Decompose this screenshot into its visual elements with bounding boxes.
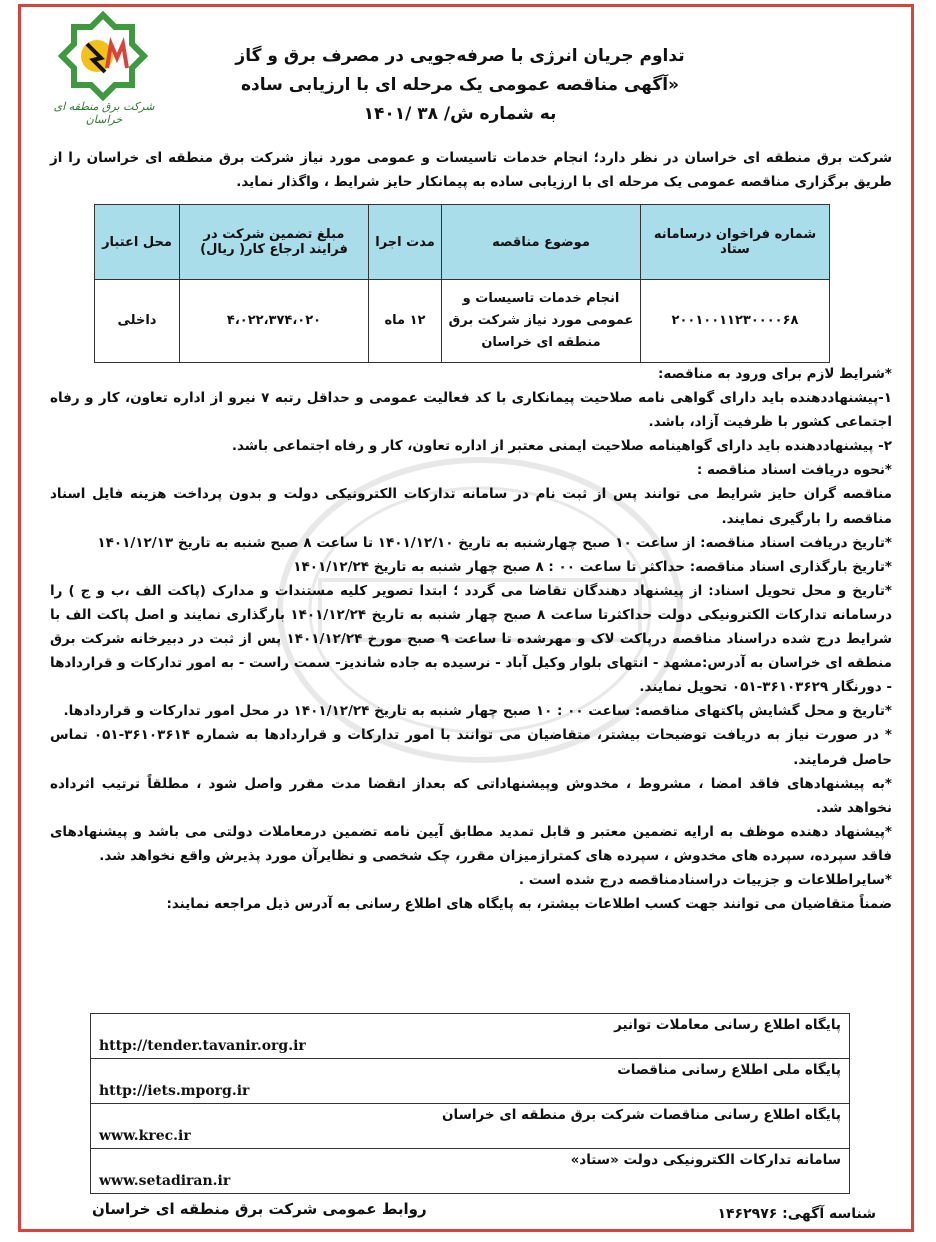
header-slogan: تداوم جریان انرژی با صرفه‌جویی در مصرف برق و گاز — [235, 46, 685, 66]
condition-1: ۱-پیشنهاددهنده باید دارای گواهی نامه صلاحیت پیمانکاری با کد فعالیت عمومی و حداقل رتبه ۷ نیرو از اداره تعاون، کار و رفاه اجتماعی کشور با ظرفیت آزاد، باشد. — [50, 390, 892, 431]
cell-duration: ۱۲ ماه — [369, 280, 442, 363]
header-call-number: شماره فراخوان درسامانه ستاد — [641, 205, 830, 280]
link-title: سامانه تدارکات الکترونیکی دولت «ستاد» — [570, 1152, 841, 1168]
other-info: *سایراطلاعات و جزییات دراسنادمناقصه درج شده است . — [518, 871, 892, 888]
links-table — [90, 1013, 850, 1194]
cell-subject: انجام خدمات تاسیسات و عمومی مورد نیاز شرکت برق منطقه ای خراسان — [442, 280, 641, 363]
conditions-body — [50, 362, 892, 916]
ad-header — [180, 42, 740, 129]
logo-caption: شرکت برق منطقه ای خراسان — [53, 100, 155, 126]
link-url[interactable]: http://iets.mporg.ir — [99, 1083, 250, 1099]
link-url[interactable]: www.krec.ir — [99, 1128, 191, 1144]
header-subject: موضوع مناقصه — [442, 205, 641, 280]
docs-heading: *نحوه دریافت اسناد مناقصه : — [696, 462, 892, 479]
ad-id: شناسه آگهی: ۱۴۶۲۹۷۶ — [717, 1206, 876, 1222]
list-item — [91, 1014, 850, 1059]
docs-text: مناقصه گران حایز شرایط می توانند پس از ثبت نام در سامانه تدارکات الکترونیکی دولت و بدون پرداخت هزینه فایل اسناد مناقصه را بارگیری نمایند. — [50, 486, 892, 527]
delivery-info: *تاریخ و محل تحویل اسناد: از پیشنهاد دهندگان تقاضا می گردد ؛ ابتدا تصویر کلیه مستندات و مدارک (پاکت الف ،ب و ج ) را درسامانه تدارکات الکترونیکی دولت حداکثرتا ساعت ۸ صبح چهار شنبه به تاریخ ۱۴۰۱/۱۲/۲۴ بارگذاری نمایند و اصل پاکت الف با شرایط درج شده دراسناد مناقصه درپاکت لاک و مهرشده تا ساعت ۹ صبح مورخ ۱۴۰۱/۱۲/۲۴ پس از ثبت در دبیرخانه شرکت برق منطقه ای خراسان به آدرس:مشهد - انتهای بلوار وکیل آباد - نرسیده به جاده شاندیز- سمت راست - به امور تدارکات و قراردادها - دورنگار ۳۶۱۰۳۶۲۹-۰۵۱ تحویل نمایند. — [50, 582, 892, 696]
tender-table — [94, 204, 830, 363]
table-header-row — [95, 205, 830, 280]
upload-date: *تاریخ بارگذاری اسناد مناقصه: حداکثر تا ساعت ۰۰ : ۸ صبح چهار شنبه به تاریخ ۱۴۰۱/۱۲/۲۴ — [293, 558, 892, 575]
link-url[interactable]: http://tender.tavanir.org.ir — [99, 1038, 306, 1054]
header-number: به شماره ش/ ۳۸ /۱۴۰۱ — [363, 104, 557, 124]
link-title: پایگاه ملی اطلاع رسانی مناقصات — [617, 1062, 841, 1078]
table-row — [95, 280, 830, 363]
receive-date: *تاریخ دریافت اسناد مناقصه: از ساعت ۱۰ صبح چهارشنبه به تاریخ ۱۴۰۱/۱۲/۱۰ تا ساعت ۸ صبح شنبه به تاریخ ۱۴۰۱/۱۲/۱۳ — [97, 534, 892, 551]
condition-2: ۲- پیشنهاددهنده باید دارای گواهینامه صلاحیت ایمنی معتبر از اداره تعاون، کار و رفاه اجتماعی باشد. — [231, 438, 892, 455]
guarantee-note: *پیشنهاد دهنده موظف به ارایه تضمین معتبر و قابل تمدید مطابق آیین نامه تضمین درمعاملات دولتی می باشد و پیشنهادهای فاقد سپرده، سپرده های مخدوش ، سپرده های کمترازمیزان مقرر، چک شخصی و نظایرآن مورد پذیرش واقع نخواهد شد. — [50, 823, 892, 864]
contact-info: * در صورت نیاز به دریافت توضیحات بیشتر، متقاضیان می توانند با امور تدارکات و قراردادها به شماره ۳۶۱۰۳۶۱۴-۰۵۱ تماس حاصل فرمایند. — [50, 727, 892, 768]
conditions-heading: *شرایط لازم برای ورود به مناقصه: — [658, 366, 892, 382]
link-title: پایگاه اطلاع رسانی مناقصات شرکت برق منطقه ای خراسان — [442, 1107, 841, 1123]
cell-credit: داخلی — [95, 280, 180, 363]
public-relations-signature: روابط عمومی شرکت برق منطقه ای خراسان — [92, 1200, 427, 1218]
unsigned-note: *به پیشنهادهای فاقد امضا ، مشروط ، مخدوش وپیشنهاداتی که بعداز انقضا مدت مقرر واصل شود ، مطلقاً ترتیب اثرداده نخواهد شد. — [50, 775, 892, 816]
link-title: پایگاه اطلاع رسانی معاملات توانیر — [614, 1017, 841, 1033]
link-url[interactable]: www.setadiran.ir — [99, 1173, 231, 1189]
header-guarantee: مبلغ تضمین شرکت در فرایند ارجاع کار( ریال) — [180, 205, 369, 280]
header-duration: مدت اجرا — [369, 205, 442, 280]
cell-call-number: ۲۰۰۱۰۰۱۱۲۳۰۰۰۰۶۸ — [641, 280, 830, 363]
list-item — [91, 1149, 850, 1194]
list-item — [91, 1104, 850, 1149]
links-intro: ضمناً متقاضیان می توانند جهت کسب اطلاعات بیشتر، به پایگاه های اطلاع رسانی به آدرس ذیل مراجعه نمایند: — [166, 896, 892, 913]
opening-info: *تاریخ و محل گشایش پاکتهای مناقصه: ساعت ۰۰ : ۱۰ صبح چهار شنبه به تاریخ ۱۴۰۱/۱۲/۲۴ در محل امور تدارکات و قراردادها. — [63, 703, 892, 720]
header-credit: محل اعتبار — [95, 205, 180, 280]
header-title: «آگهی مناقصه عمومی یک مرحله ای با ارزیابی ساده — [240, 75, 680, 95]
intro-paragraph: شرکت برق منطقه ای خراسان در نظر دارد؛ انجام خدمات تاسیسات و عمومی مورد نیاز شرکت برق منطقه ای خراسان را از طریق برگزاری مناقصه عمومی یک مرحله ای با ارزیابی ساده به پیمانکار حایز شرایط ، واگذار نماید. — [50, 150, 892, 190]
list-item — [91, 1059, 850, 1104]
cell-guarantee: ۴،۰۲۲،۳۷۴،۰۲۰ — [180, 280, 369, 363]
